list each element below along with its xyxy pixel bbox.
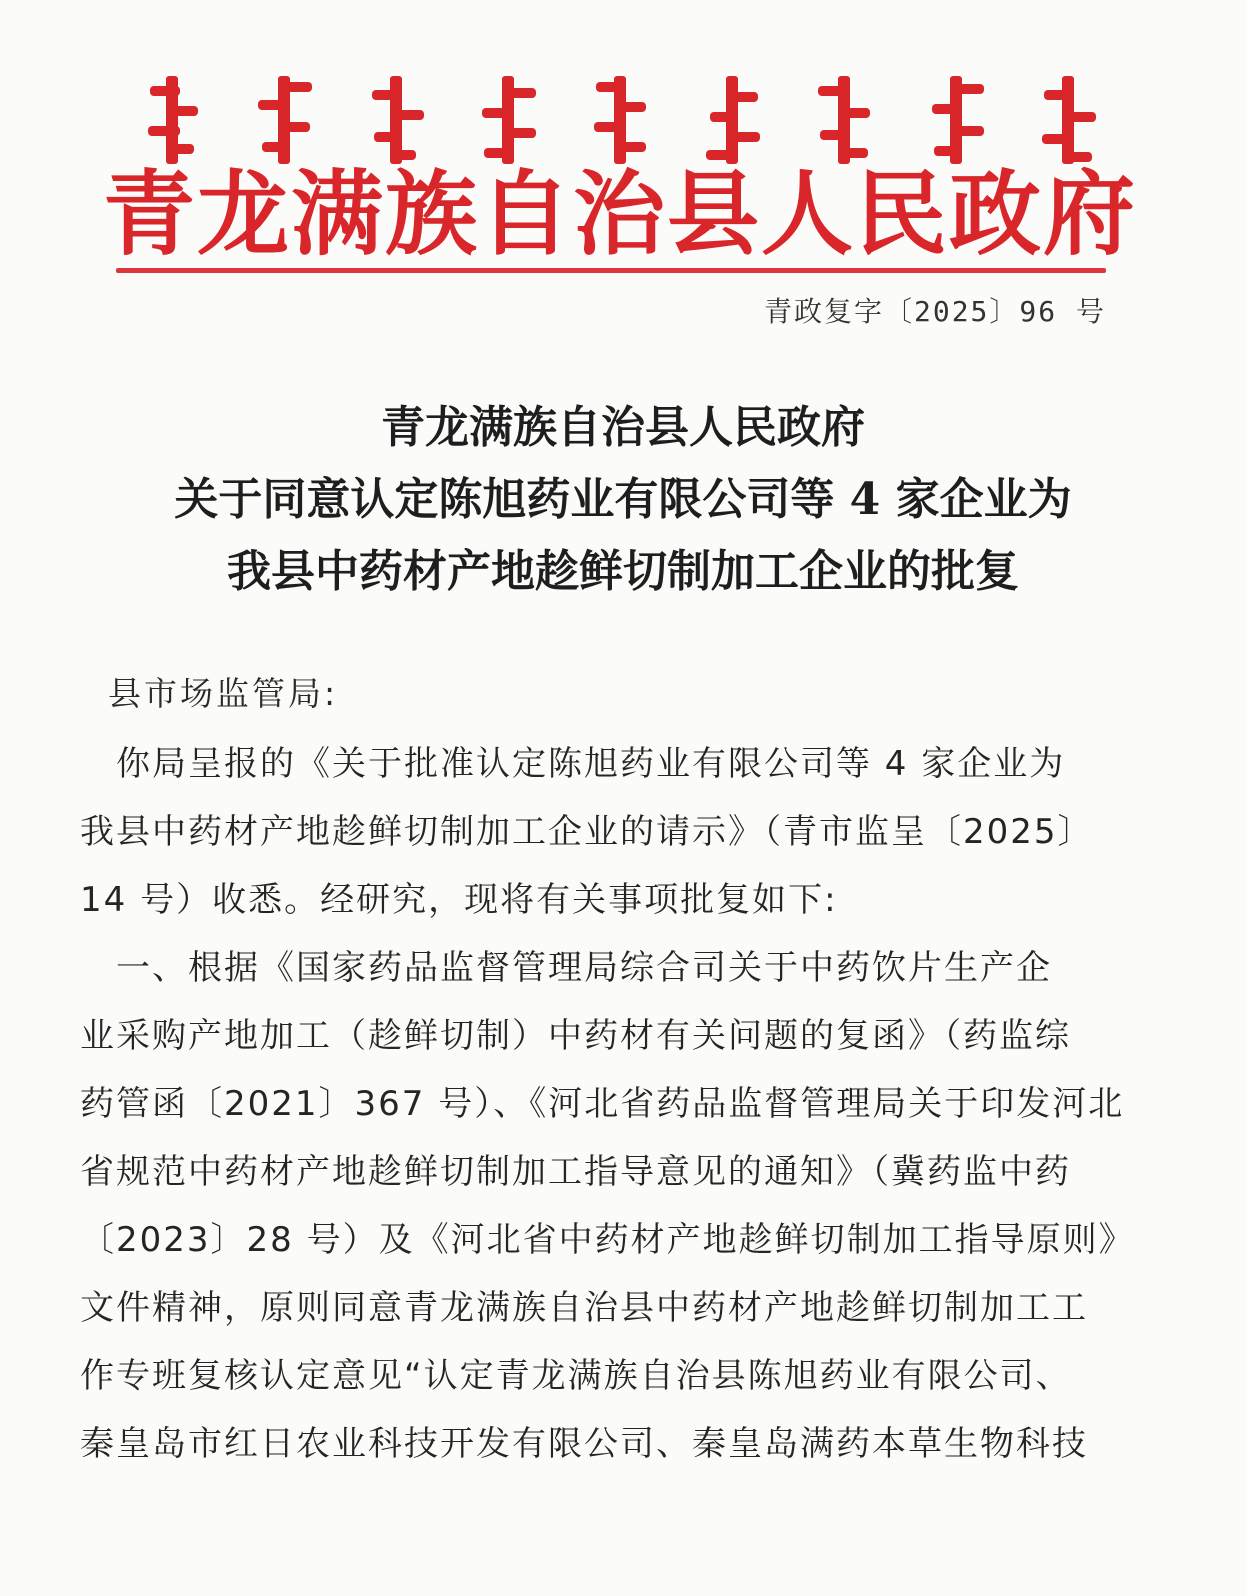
manchu-script-emblem — [140, 70, 1100, 170]
body-line: 你局呈报的《关于批准认定陈旭药业有限公司等 4 家企业为 — [80, 744, 1066, 784]
title-line-3: 我县中药材产地趁鲜切制加工企业的批复 — [227, 546, 1019, 597]
script-glyph-icon — [140, 72, 204, 168]
body-line: 〔2023〕28 号）及《河北省中药材产地趁鲜切制加工指导原则》 — [80, 1220, 1135, 1260]
script-glyph-icon — [812, 72, 876, 168]
title-line-2: 关于同意认定陈旭药业有限公司等 4 家企业为 — [174, 474, 1072, 525]
body-line: 一、根据《国家药品监督管理局综合司关于中药饮片生产企 — [80, 948, 1052, 988]
issuer-red-header: 青龙满族自治县人民政府 — [102, 161, 1137, 268]
body-line: 我县中药材产地趁鲜切制加工企业的请示》（青市监呈〔2025〕 — [80, 812, 1094, 852]
body-line: 秦皇岛市红日农业科技开发有限公司、秦皇岛满药本草生物科技 — [80, 1424, 1088, 1464]
script-glyph-icon — [1036, 72, 1100, 168]
body-line: 文件精神，原则同意青龙满族自治县中药材产地趁鲜切制加工工 — [80, 1288, 1088, 1328]
document-title — [60, 392, 1186, 608]
addressee: 县市场监管局: — [108, 674, 339, 713]
script-glyph-icon — [588, 72, 652, 168]
red-divider-line — [116, 268, 1106, 273]
body-line: 药管函〔2021〕367 号）、《河北省药品监督管理局关于印发河北 — [80, 1084, 1125, 1124]
body-text — [80, 730, 1190, 1478]
script-glyph-icon — [252, 72, 316, 168]
script-glyph-icon — [924, 72, 988, 168]
document-number: 青政复字〔2025〕96 号 — [763, 295, 1106, 328]
title-line-1: 青龙满族自治县人民政府 — [381, 402, 865, 453]
script-glyph-icon — [476, 72, 540, 168]
script-glyph-icon — [364, 72, 428, 168]
body-line: 业采购产地加工（趁鲜切制）中药材有关问题的复函》（药监综 — [80, 1016, 1071, 1056]
body-line: 14 号）收悉。经研究，现将有关事项批复如下: — [80, 880, 838, 920]
body-line: 省规范中药材产地趁鲜切制加工指导意见的通知》（冀药监中药 — [80, 1152, 1071, 1192]
script-glyph-icon — [700, 72, 764, 168]
body-line: 作专班复核认定意见“认定青龙满族自治县陈旭药业有限公司、 — [80, 1356, 1072, 1396]
